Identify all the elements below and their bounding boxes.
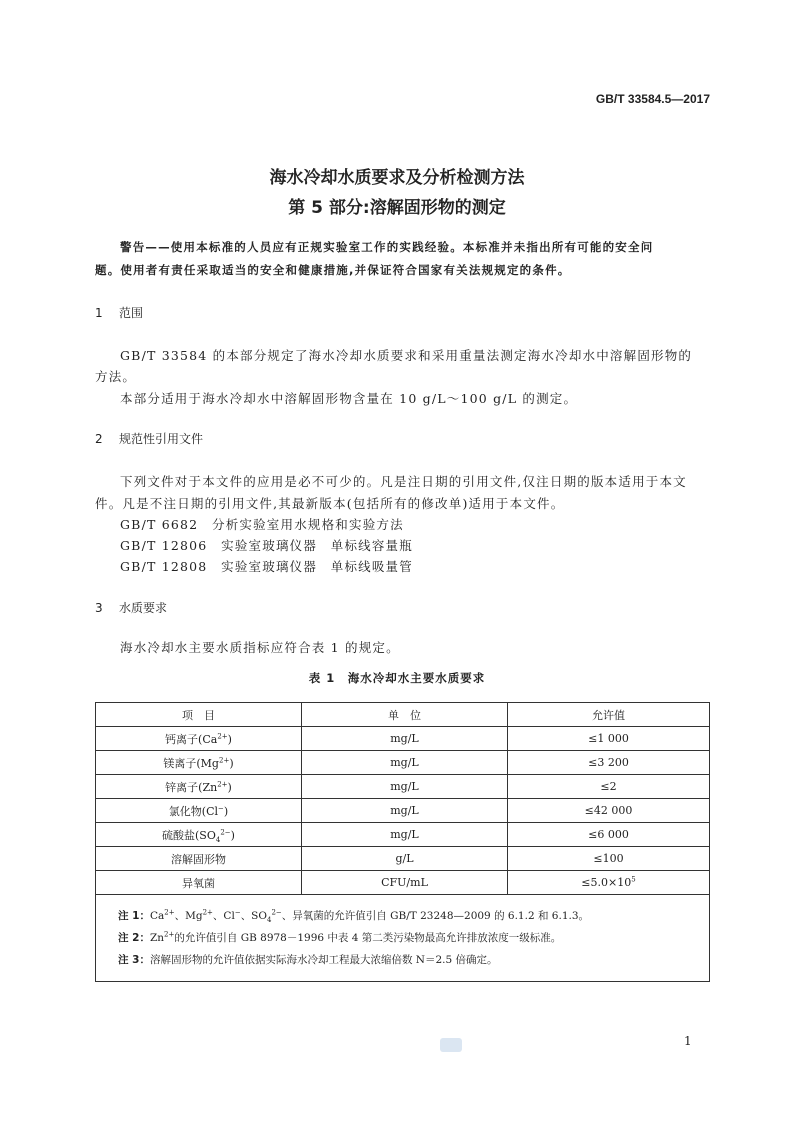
text-segment: Ca [149, 910, 165, 922]
column-header-limit: 允许值 [508, 703, 710, 727]
limit-cell [508, 727, 710, 751]
superscript: 2+ [217, 779, 228, 788]
section-1-heading: 1 范围 [95, 306, 144, 320]
note-label: 注 2： [118, 932, 150, 944]
section-3-heading: 3 水质要求 [95, 601, 168, 615]
text-segment: 钙离子(Ca [165, 732, 218, 746]
text-segment: 氯化物(Cl [168, 804, 219, 818]
section-2-para: 下列文件对于本文件的应用是必不可少的。凡是注日期的引用文件,仅注日期的版本适用于本文 [120, 474, 687, 489]
subscript: 4 [215, 835, 221, 844]
table-caption: 表 1 海水冷却水主要水质要求 [308, 671, 486, 685]
item-cell [96, 775, 302, 799]
note-label: 注 1： [118, 910, 150, 922]
superscript: 2+ [202, 908, 213, 917]
superscript: − [218, 803, 224, 812]
text-segment: ) [229, 756, 234, 770]
limit-cell [508, 751, 710, 775]
text-segment: 溶解固形物的允许值依据实际海水冷却工程最大浓缩倍数 N＝2.5 倍确定。 [149, 954, 498, 966]
warning-line-1: 警告——使用本标准的人员应有正规实验室工作的实践经验。本标准并未指出所有可能的安全问 [120, 240, 654, 254]
text-segment: ) [227, 732, 232, 746]
superscript: 2+ [218, 755, 230, 764]
table-row [96, 751, 710, 775]
table-row [96, 823, 710, 847]
table-row [96, 871, 710, 895]
column-header-item: 项 目 [96, 703, 302, 727]
section-1-para: 方法。 [95, 369, 137, 384]
title-line-2: 第 5 部分:溶解固形物的测定 [288, 198, 506, 218]
title-line-1: 海水冷却水质要求及分析检测方法 [269, 168, 525, 188]
table-row [96, 775, 710, 799]
unit-cell: mg/L [302, 775, 508, 799]
table-notes-row [96, 895, 710, 982]
limit-cell [508, 823, 710, 847]
section-3-para: 海水冷却水主要水质指标应符合表 1 的规定。 [120, 640, 400, 655]
limit-cell [508, 799, 710, 823]
reference-item: GB/T 12806 实验室玻璃仪器 单标线容量瓶 [120, 538, 413, 553]
text-segment: ≤5.0×10 [581, 876, 632, 889]
text-segment: ≤42 000 [584, 804, 633, 817]
text-segment: 、Cl [212, 910, 235, 922]
section-1-para: GB/T 33584 的本部分规定了海水冷却水质要求和采用重量法测定海水冷却水中溶解固形物的 [120, 348, 693, 363]
sac-logo [440, 1038, 462, 1052]
text-segment: 镁离子(Mg [163, 756, 219, 770]
subscript: 4 [267, 916, 272, 925]
text-segment: ≤6 000 [588, 828, 629, 841]
superscript: 2+ [164, 908, 175, 917]
table-note [118, 949, 693, 971]
text-segment: 、Mg [174, 910, 203, 922]
item-cell [96, 727, 302, 751]
table-note [118, 905, 693, 927]
text-segment: 的允许值引自 GB 8978－1996 中表 4 第二类污染物最高允许排放浓度一级标准。 [174, 932, 562, 944]
text-segment: ) [230, 828, 235, 842]
table-row [96, 847, 710, 871]
limit-cell [508, 871, 710, 895]
unit-cell: CFU/mL [302, 871, 508, 895]
section-2-heading: 2 规范性引用文件 [95, 432, 204, 446]
table-note [118, 927, 693, 949]
superscript: 2− [271, 908, 282, 917]
item-cell [96, 799, 302, 823]
unit-cell: mg/L [302, 799, 508, 823]
item-cell [96, 871, 302, 895]
superscript: 2− [220, 827, 231, 836]
unit-cell: mg/L [302, 727, 508, 751]
water-quality-table [95, 702, 710, 982]
table-row [96, 799, 710, 823]
text-segment: ) [227, 780, 232, 794]
column-header-unit: 单 位 [302, 703, 508, 727]
item-cell [96, 751, 302, 775]
page-number: 1 [684, 1034, 692, 1048]
text-segment: Zn [149, 932, 165, 944]
limit-cell [508, 847, 710, 871]
item-cell [96, 847, 302, 871]
text-segment: 、SO [240, 910, 267, 922]
reference-item: GB/T 6682 分析实验室用水规格和实验方法 [120, 517, 404, 532]
limit-cell [508, 775, 710, 799]
unit-cell: mg/L [302, 751, 508, 775]
text-segment: ≤3 200 [588, 756, 629, 769]
standard-number: GB/T 33584.5—2017 [595, 92, 710, 106]
superscript: 2+ [164, 930, 175, 939]
text-segment: 、异氧菌的允许值引自 GB/T 23248—2009 的 6.1.2 和 6.1.3。 [281, 910, 590, 922]
text-segment: 锌离子(Zn [165, 780, 218, 794]
text-segment: ≤100 [593, 852, 624, 865]
unit-cell: g/L [302, 847, 508, 871]
superscript: 2+ [217, 731, 228, 740]
text-segment: 异氧菌 [182, 876, 215, 890]
section-2-para: 件。凡是不注日期的引用文件,其最新版本(包括所有的修改单)适用于本文件。 [95, 496, 565, 511]
text-segment: ≤1 000 [588, 732, 629, 745]
text-segment: ≤2 [600, 780, 617, 793]
text-segment: 硫酸盐(SO [162, 828, 216, 842]
table-row [96, 727, 710, 751]
text-segment: ) [223, 804, 229, 818]
unit-cell: mg/L [302, 823, 508, 847]
section-1-para: 本部分适用于海水冷却水中溶解固形物含量在 10 g/L～100 g/L 的测定。 [120, 391, 578, 406]
warning-line-2: 题。使用者有责任采取适当的安全和健康措施,并保证符合国家有关法规规定的条件。 [95, 263, 571, 277]
superscript: − [234, 908, 241, 917]
table-notes [96, 895, 710, 982]
superscript: 5 [631, 875, 636, 884]
text-segment: 溶解固形物 [171, 852, 226, 866]
note-label: 注 3： [118, 954, 150, 966]
reference-item: GB/T 12808 实验室玻璃仪器 单标线吸量管 [120, 559, 413, 574]
item-cell [96, 823, 302, 847]
table-header-row [96, 703, 710, 727]
